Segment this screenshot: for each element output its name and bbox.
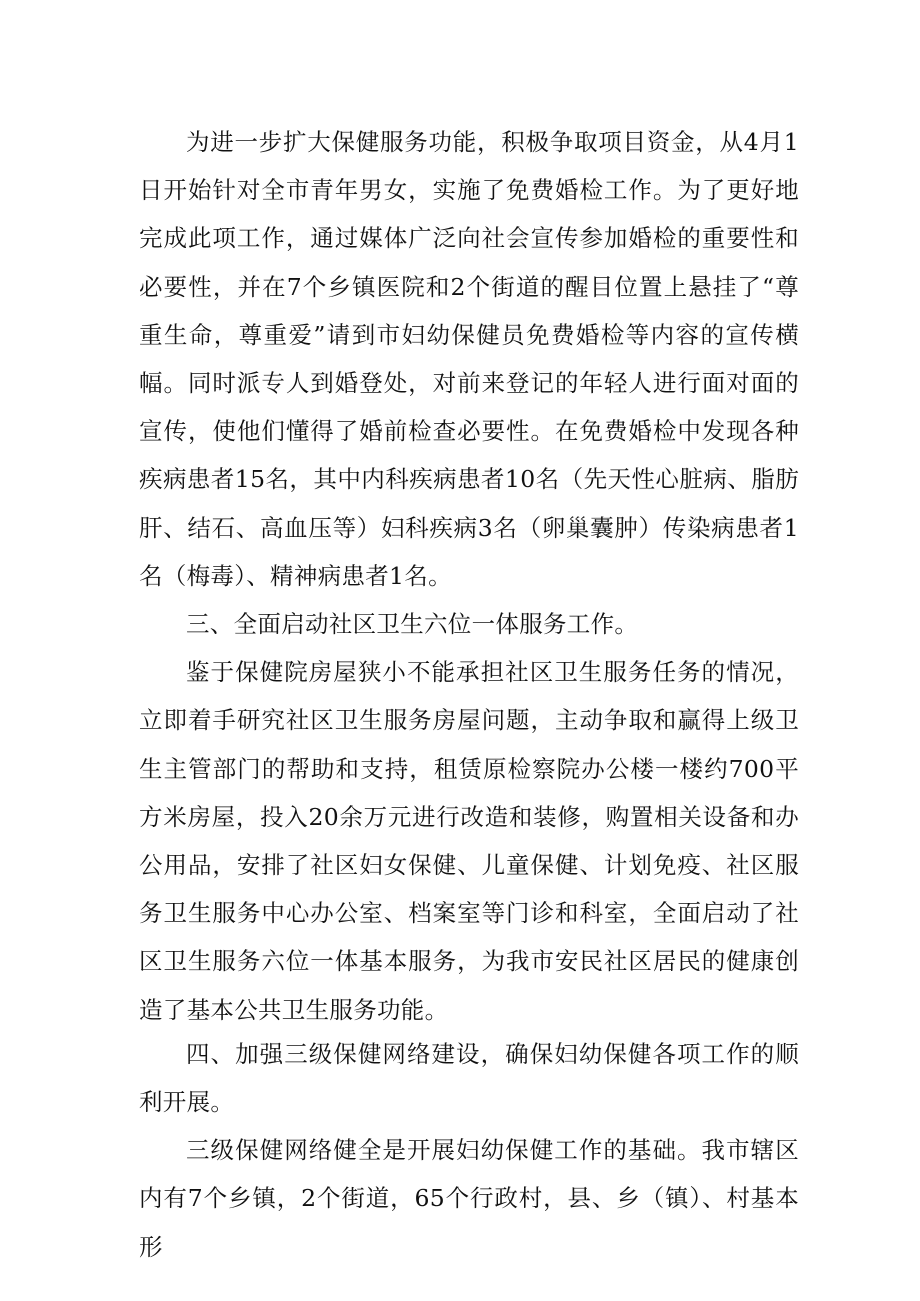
paragraph-community-health: 鉴于保健院房屋狭小不能承担社区卫生服务任务的情况，立即着手研究社区卫生服务房屋问题，主动争取和赢得上级卫生主管部门的帮助和支持，租赁原检察院办公楼一楼约700平方米房屋，投入20余万元进行改造和装修，购置相关设备和办公用品，安排了社区妇女保健、儿童保健、计划免疫、社区服务卫生服务中心办公室、档案室等门诊和科室，全面启动了社区卫生服务六位一体基本服务，为我市安民社区居民的健康创造了基本公共卫生服务功能。: [139, 658, 799, 1024]
section-heading-4: 四、加强三级保健网络建设，确保妇幼保健各项工作的顺利开展。: [139, 1039, 799, 1117]
section-heading-3: 三、全面启动社区卫生六位一体服务工作。: [186, 610, 639, 639]
document-body: [139, 118, 799, 1271]
paragraph-health-network: 三级保健网络健全是开展妇幼保健工作的基础。我市辖区内有7个乡镇，2个街道，65个行政村，县、乡（镇）、村基本形: [139, 1136, 799, 1261]
paragraph-premarital-exam: 为进一步扩大保健服务功能，积极争取项目资金，从4月1日开始针对全市青年男女，实施了免费婚检工作。为了更好地完成此项工作，通过媒体广泛向社会宣传参加婚检的重要性和必要性，并在7个乡镇医院和2个街道的醒目位置上悬挂了“尊重生命，尊重爱”请到市妇幼保健员免费婚检等内容的宣传横幅。同时派专人到婚登处，对前来登记的年轻人进行面对面的宣传，使他们懂得了婚前检查必要性。在免费婚检中发现各种疾病患者15名，其中内科疾病患者10名（先天性心脏病、脂肪肝、结石、高血压等）妇科疾病3名（卵巢囊肿）传染病患者1名（梅毒）、精神病患者1名。: [139, 128, 799, 590]
